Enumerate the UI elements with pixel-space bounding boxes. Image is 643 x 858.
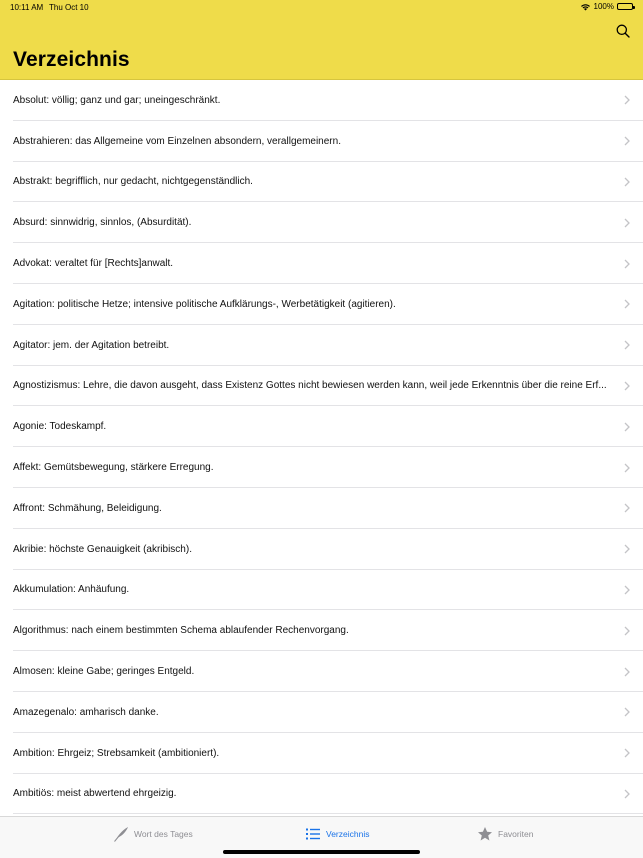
navigation-header (0, 0, 643, 80)
tab-label: Wort des Tages (134, 829, 193, 839)
chevron-right-icon (624, 218, 630, 228)
list-item[interactable] (0, 162, 643, 203)
list-item[interactable] (0, 325, 643, 366)
status-bar (0, 0, 643, 16)
chevron-right-icon (624, 177, 630, 187)
list-item-label: Akribie: höchste Genauigkeit (akribisch). (13, 543, 192, 555)
tab-verzeichnis[interactable] (305, 825, 369, 843)
list-item-label: Akkumulation: Anhäufung. (13, 584, 130, 596)
list-item[interactable] (0, 774, 643, 815)
battery-icon (617, 3, 633, 10)
page-title: Verzeichnis (13, 48, 130, 71)
list-item-label: Ambition: Ehrgeiz; Strebsamkeit (ambitioniert). (13, 747, 220, 759)
glossary-list (0, 80, 643, 816)
list-item-label: Abstrahieren: das Allgemeine vom Einzelnen absondern, verallgemeinern. (13, 135, 341, 147)
list-item-label: Affekt: Gemütsbewegung, stärkere Erregung. (13, 462, 214, 474)
list-item[interactable] (0, 447, 643, 488)
search-button[interactable] (613, 21, 633, 41)
list-item[interactable] (0, 366, 643, 407)
status-indicators (580, 2, 633, 11)
list-item[interactable] (0, 733, 643, 774)
list-item[interactable] (0, 284, 643, 325)
quill-icon (113, 826, 129, 842)
status-date: Thu Oct 10 (49, 3, 89, 12)
chevron-right-icon (624, 789, 630, 799)
chevron-right-icon (624, 95, 630, 105)
tab-wort-des-tages[interactable] (113, 825, 193, 843)
status-time: 10:11 AM (10, 3, 44, 12)
list-item-label: Abstrakt: begrifflich, nur gedacht, nichtgegenständlich. (13, 176, 253, 188)
list-item-label: Amazegenalo: amharisch danke. (13, 706, 159, 718)
list-item[interactable] (0, 692, 643, 733)
chevron-right-icon (624, 707, 630, 717)
tab-favoriten[interactable] (477, 825, 533, 843)
list-item[interactable] (0, 243, 643, 284)
list-item[interactable] (0, 202, 643, 243)
star-icon (477, 826, 493, 842)
list-item[interactable] (0, 651, 643, 692)
list-item-label: Absolut: völlig; ganz und gar; uneingeschränkt. (13, 94, 221, 106)
list-item-label: Agonie: Todeskampf. (13, 421, 107, 433)
list-item-label: Algorithmus: nach einem bestimmten Schema ablaufender Rechenvorgang. (13, 625, 349, 637)
list-item[interactable] (0, 121, 643, 162)
list-item[interactable] (0, 488, 643, 529)
chevron-right-icon (624, 544, 630, 554)
list-item[interactable] (0, 610, 643, 651)
list-item-label: Affront: Schmähung, Beleidigung. (13, 502, 162, 514)
list-item[interactable] (0, 406, 643, 447)
list-item-label: Agitator: jem. der Agitation betreibt. (13, 339, 170, 351)
list-item-label: Advokat: veraltet für [Rechts]anwalt. (13, 258, 174, 270)
list-item[interactable] (0, 529, 643, 570)
wifi-icon (580, 3, 591, 11)
list-icon (305, 826, 321, 842)
list-item-label: Agitation: politische Hetze; intensive politische Aufklärungs-, Werbetätigkeit (agitieren). (13, 298, 396, 310)
list-item-label: Absurd: sinnwidrig, sinnlos, (Absurdität). (13, 217, 192, 229)
search-icon (616, 24, 630, 38)
chevron-right-icon (624, 503, 630, 513)
chevron-right-icon (624, 463, 630, 473)
chevron-right-icon (624, 136, 630, 146)
list-item[interactable] (0, 570, 643, 611)
home-indicator (223, 850, 420, 854)
chevron-right-icon (624, 626, 630, 636)
chevron-right-icon (624, 422, 630, 432)
tab-label: Favoriten (498, 829, 534, 839)
list-item-label: Agnostizismus: Lehre, die davon ausgeht, dass Existenz Gottes nicht bewiesen werden kann, weil jede Erkenntnis über die reine Erf... (13, 380, 607, 392)
chevron-right-icon (624, 381, 630, 391)
tab-label: Verzeichnis (326, 829, 370, 839)
chevron-right-icon (624, 299, 630, 309)
chevron-right-icon (624, 667, 630, 677)
list-item[interactable] (0, 80, 643, 121)
chevron-right-icon (624, 340, 630, 350)
list-item-label: Ambitiös: meist abwertend ehrgeizig. (13, 788, 177, 800)
battery-percentage: 100% (593, 2, 614, 11)
chevron-right-icon (624, 748, 630, 758)
chevron-right-icon (624, 259, 630, 269)
chevron-right-icon (624, 585, 630, 595)
list-item-label: Almosen: kleine Gabe; geringes Entgeld. (13, 666, 195, 678)
